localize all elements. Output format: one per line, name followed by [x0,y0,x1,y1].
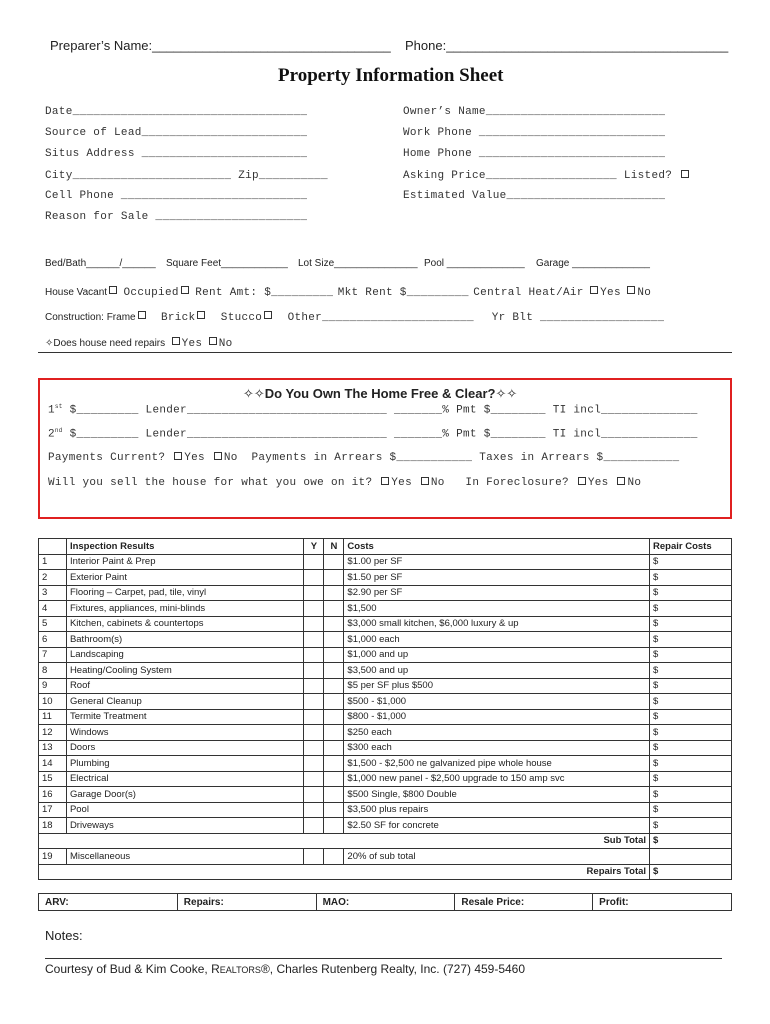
pool-field[interactable]: Pool ______________ [424,258,525,269]
no-cell[interactable] [324,725,344,741]
repair-cost-cell[interactable]: $ [650,663,732,679]
free-clear-title [243,386,517,402]
asking-price-field[interactable] [403,170,691,182]
repair-cost-cell[interactable]: $ [650,740,732,756]
foreclosure-yes-checkbox[interactable] [578,477,586,485]
row-number: 4 [39,601,67,617]
repair-cost-cell[interactable]: $ [650,756,732,772]
second-ordinal-suffix: nd [54,427,63,434]
repairs-question-row [45,333,233,351]
yes-cell[interactable] [304,756,324,772]
cost-guide: $300 each [344,740,650,756]
owners-name-field[interactable]: Owner’s Name__________________________ [403,106,666,118]
central-heat-no-label: No [637,287,652,299]
row-number: 12 [39,725,67,741]
yes-cell[interactable] [304,570,324,586]
will-sell-label: Will you sell the house for what you owe on it? [48,477,373,489]
no-cell[interactable] [324,616,344,632]
repairs-total-label: Repairs Total [39,864,650,880]
yes-header: Y [304,539,324,555]
yes-cell[interactable] [304,554,324,570]
inspection-item: Flooring – Carpet, pad, tile, vinyl [66,585,304,601]
lot-size-field[interactable]: Lot Size_______________ [298,258,418,269]
repairs-field[interactable]: Repairs: [177,894,316,911]
row-number: 18 [39,818,67,834]
inspection-item: Garage Door(s) [66,787,304,803]
inspection-item: Landscaping [66,647,304,663]
repair-cost-cell[interactable]: $ [650,601,732,617]
row-number: 6 [39,632,67,648]
cost-guide: $3,500 plus repairs [344,802,650,818]
yes-cell[interactable] [304,818,324,834]
free-clear-title-text: Do You Own The Home Free & Clear? [264,386,496,401]
will-sell-no-checkbox[interactable] [421,477,429,485]
repair-cost-cell[interactable]: $ [650,585,732,601]
row-number: 13 [39,740,67,756]
resale-price-field[interactable]: Resale Price: [455,894,593,911]
subtotal-row [39,833,732,849]
inspection-item: Pool [66,802,304,818]
repair-cost-cell[interactable]: $ [650,678,732,694]
first-mortgage-row[interactable] [48,403,698,417]
yes-cell[interactable] [304,709,324,725]
no-cell[interactable] [324,570,344,586]
rent-amt-field[interactable]: Rent Amt: $_________ [195,287,334,299]
table-row [39,787,732,803]
occupied-label: Occupied [123,287,179,299]
work-phone-field[interactable]: Work Phone ___________________________ [403,127,666,139]
repairs-yes-checkbox[interactable] [172,337,180,345]
no-cell[interactable] [324,802,344,818]
subtotal-value[interactable]: $ [650,833,732,849]
city-zip-field[interactable]: City_______________________ Zip__________ [45,170,328,182]
asking-price-label: Asking Price___________________ Listed? [403,170,673,182]
cost-guide: $250 each [344,725,650,741]
mkt-rent-field[interactable]: Mkt Rent $_________ [337,287,469,299]
no-cell[interactable] [324,554,344,570]
yes-cell[interactable] [304,601,324,617]
payments-current-yes-checkbox[interactable] [174,452,182,460]
repair-cost-cell[interactable]: $ [650,802,732,818]
repair-cost-cell[interactable]: $ [650,818,732,834]
footer-pre: Courtesy of Bud & Kim Cooke, R [45,962,220,976]
diamond-icon: ✧✧ [243,386,265,401]
cost-guide: $1,000 new panel - $2,500 upgrade to 150 amp svc [344,771,650,787]
frame-checkbox[interactable] [138,311,146,319]
cost-guide: $5 per SF plus $500 [344,678,650,694]
repairs-total-row [39,864,732,880]
no-cell[interactable] [324,601,344,617]
row-number: 15 [39,771,67,787]
central-heat-yes-label: Yes [600,287,621,299]
cost-guide: $1.00 per SF [344,554,650,570]
row-number: 16 [39,787,67,803]
summary-table [38,893,732,911]
diamond-icon: ✧✧ [495,386,518,401]
costs-header: Costs [344,539,650,555]
cost-guide: $800 - $1,000 [344,709,650,725]
bed-bath-field[interactable]: Bed/Bath______/______ [45,258,156,269]
yes-cell[interactable] [304,663,324,679]
second-mortgage-row[interactable] [48,427,698,441]
inspection-item: Exterior Paint [66,570,304,586]
cost-guide: $1,500 - $2,500 ne galvanized pipe whole house [344,756,650,772]
table-row [39,570,732,586]
repair-cost-cell[interactable]: $ [650,554,732,570]
no-cell[interactable] [324,632,344,648]
row-number: 5 [39,616,67,632]
repair-cost-cell[interactable]: $ [650,709,732,725]
inspection-item: Bathroom(s) [66,632,304,648]
row-number: 19 [39,849,67,865]
cost-guide: $1.50 per SF [344,570,650,586]
will-sell-no-label: No [430,477,445,489]
section-divider [38,352,732,353]
inspection-item: Windows [66,725,304,741]
row-number: 10 [39,694,67,710]
row-number: 8 [39,663,67,679]
payments-current-yes-label: Yes [184,452,205,464]
reason-for-sale-field[interactable]: Reason for Sale ______________________ [45,211,308,223]
stucco-checkbox[interactable] [264,311,272,319]
inspection-results-header: Inspection Results [66,539,304,555]
yes-cell[interactable] [304,725,324,741]
central-heat-yes-checkbox[interactable] [590,286,598,294]
footer-courtesy [45,962,525,976]
inspection-item: Kitchen, cabinets & countertops [66,616,304,632]
notes-label: Notes: [45,928,83,943]
no-cell[interactable] [324,585,344,601]
stucco-label: Stucco [220,312,263,324]
no-cell[interactable] [324,678,344,694]
arv-field[interactable]: ARV: [39,894,178,911]
occupied-checkbox[interactable] [181,286,189,294]
repair-cost-cell[interactable]: $ [650,787,732,803]
table-row [39,802,732,818]
brick-checkbox[interactable] [197,311,205,319]
inspection-item: Heating/Cooling System [66,663,304,679]
row-number: 3 [39,585,67,601]
no-cell[interactable] [324,771,344,787]
no-cell[interactable] [324,709,344,725]
table-row [39,725,732,741]
payments-current-label: Payments Current? [48,452,166,464]
second-mortgage-fields: $_________ Lender_____________________________ _______% Pmt $________ TI incl______________ [69,428,698,441]
cost-guide: $1,500 [344,601,650,617]
profit-field[interactable]: Profit: [593,894,732,911]
cost-guide: 20% of sub total [344,849,650,865]
table-row [39,601,732,617]
repair-cost-cell[interactable]: $ [650,616,732,632]
diamond-icon: ✧ [45,338,54,349]
payments-current-no-checkbox[interactable] [214,452,222,460]
row-number: 7 [39,647,67,663]
source-of-lead-field[interactable]: Source of Lead________________________ [45,127,308,139]
yes-cell[interactable] [304,787,324,803]
payments-current-no-label: No [223,452,238,464]
table-row [39,849,732,865]
inspection-item: Interior Paint & Prep [66,554,304,570]
table-row [39,756,732,772]
inspection-item: Miscellaneous [66,849,304,865]
table-row [39,632,732,648]
will-sell-yes-checkbox[interactable] [381,477,389,485]
repairs-yes-label: Yes [181,338,203,350]
inspection-item: Termite Treatment [66,709,304,725]
home-phone-field[interactable]: Home Phone ___________________________ [403,148,666,160]
inspection-item: Doors [66,740,304,756]
will-sell-row [48,477,641,489]
estimated-value-field[interactable]: Estimated Value_______________________ [403,190,666,202]
yes-cell[interactable] [304,616,324,632]
arrears-fields[interactable]: Payments in Arrears $___________ Taxes in Arrears $___________ [251,452,680,464]
table-row [39,663,732,679]
inspection-item: Fixtures, appliances, mini-blinds [66,601,304,617]
table-row [39,616,732,632]
table-row [39,740,732,756]
house-vacant-checkbox[interactable] [109,286,117,294]
garage-field[interactable]: Garage ______________ [536,258,650,269]
yes-cell[interactable] [304,678,324,694]
row-number: 11 [39,709,67,725]
table-row [39,647,732,663]
no-cell[interactable] [324,818,344,834]
cost-guide: $2.90 per SF [344,585,650,601]
no-cell[interactable] [324,849,344,865]
inspection-table [38,538,732,880]
in-foreclosure-label: In Foreclosure? [465,477,569,489]
no-cell[interactable] [324,756,344,772]
situs-address-field[interactable]: Situs Address ________________________ [45,148,308,160]
cost-guide: $3,000 small kitchen, $6,000 luxury & up [344,616,650,632]
foreclosure-yes-label: Yes [587,477,609,489]
row-number: 9 [39,678,67,694]
construction-row [45,307,664,325]
footer-post: ®, Charles Rutenberg Realty, Inc. (727) 459-5460 [260,962,526,976]
row-number: 1 [39,554,67,570]
yes-cell[interactable] [304,740,324,756]
yes-cell[interactable] [304,632,324,648]
num-header [39,539,67,555]
cost-guide: $500 - $1,000 [344,694,650,710]
row-number: 14 [39,756,67,772]
yes-cell[interactable] [304,771,324,787]
repair-cost-cell[interactable]: $ [650,632,732,648]
will-sell-yes-label: Yes [391,477,412,489]
payments-row [48,452,679,464]
first-ordinal-suffix: st [54,403,63,410]
table-row [39,678,732,694]
first-ordinal: 1 [48,404,55,417]
mao-field[interactable]: MAO: [316,894,455,911]
cost-guide: $3,500 and up [344,663,650,679]
inspection-item: Driveways [66,818,304,834]
second-ordinal: 2 [48,428,55,441]
no-cell[interactable] [324,740,344,756]
yes-cell[interactable] [304,694,324,710]
inspection-item: Plumbing [66,756,304,772]
foreclosure-no-checkbox[interactable] [617,477,625,485]
repairs-no-checkbox[interactable] [209,337,217,345]
other-field[interactable]: Other______________________ [287,312,474,324]
row-number: 2 [39,570,67,586]
table-header-row [39,539,732,555]
table-row [39,771,732,787]
brick-label: Brick [160,312,196,324]
notes-line[interactable] [45,958,722,959]
row-number: 17 [39,802,67,818]
cell-phone-field[interactable]: Cell Phone ___________________________ [45,190,308,202]
cost-guide: $1,000 and up [344,647,650,663]
yes-cell[interactable] [304,585,324,601]
no-cell[interactable] [324,694,344,710]
cost-guide: $2.50 SF for concrete [344,818,650,834]
page-title: Property Information Sheet [278,65,504,86]
no-cell[interactable] [324,647,344,663]
yes-cell[interactable] [304,849,324,865]
footer-realtors: EALTORS [219,965,261,975]
table-row [39,554,732,570]
repair-cost-cell[interactable] [650,849,732,865]
repair-cost-cell[interactable]: $ [650,725,732,741]
subtotal-label: Sub Total [39,833,650,849]
table-row [39,818,732,834]
inspection-item: Roof [66,678,304,694]
construction-frame-label: Construction: Frame [45,312,136,323]
no-cell[interactable] [324,787,344,803]
inspection-item: Electrical [66,771,304,787]
preparer-name-field[interactable]: Preparer’s Name:_________________________________ [50,38,391,53]
cost-guide: $1,000 each [344,632,650,648]
foreclosure-no-label: No [627,477,642,489]
house-vacant-label: House Vacant [45,287,108,298]
repairs-total-value[interactable]: $ [650,864,732,880]
first-mortgage-fields: $_________ Lender_____________________________ _______% Pmt $________ TI incl______________ [69,404,698,417]
date-field[interactable]: Date__________________________________ [45,106,308,118]
repair-cost-cell[interactable]: $ [650,771,732,787]
no-cell[interactable] [324,663,344,679]
repairs-no-label: No [218,338,233,350]
cost-guide: $500 Single, $800 Double [344,787,650,803]
no-header: N [324,539,344,555]
yr-blt-field[interactable]: Yr Blt __________________ [491,312,665,324]
yes-cell[interactable] [304,802,324,818]
table-row [39,709,732,725]
yes-cell[interactable] [304,647,324,663]
repairs-question-label: Does house need repairs [53,338,166,349]
repair-cost-cell[interactable]: $ [650,570,732,586]
repair-costs-header: Repair Costs [650,539,732,555]
central-heat-label: Central Heat/Air [473,287,584,299]
repair-cost-cell[interactable]: $ [650,647,732,663]
occupancy-row [45,282,651,300]
inspection-item: General Cleanup [66,694,304,710]
repair-cost-cell[interactable]: $ [650,694,732,710]
table-row [39,585,732,601]
central-heat-no-checkbox[interactable] [627,286,635,294]
table-row [39,694,732,710]
listed-checkbox[interactable] [681,170,689,178]
phone-field[interactable]: Phone:_______________________________________ [405,38,729,53]
square-feet-field[interactable]: Square Feet____________ [166,258,288,269]
